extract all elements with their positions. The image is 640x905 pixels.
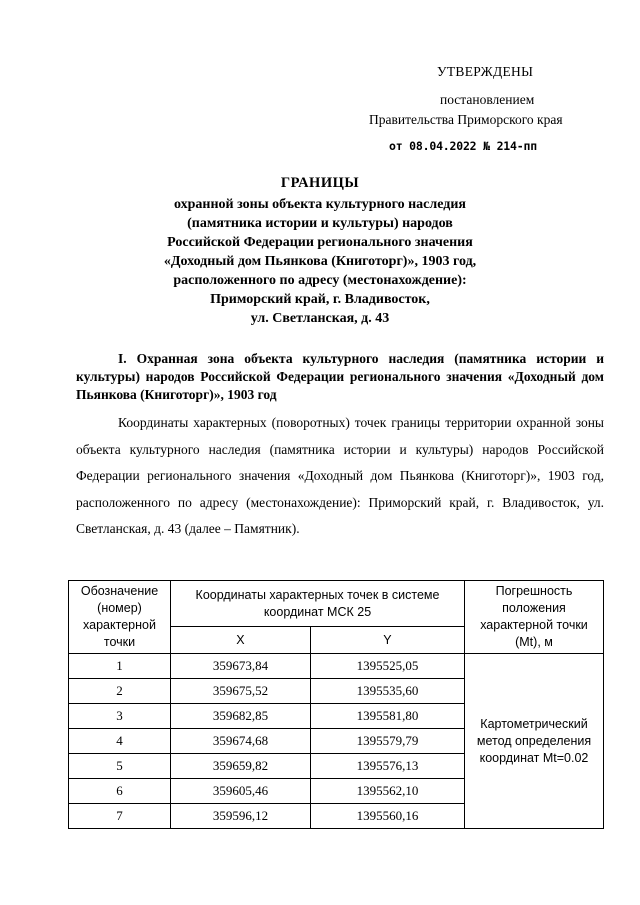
coordinate-y: 1395576,13 (310, 754, 464, 779)
point-number: 4 (69, 729, 171, 754)
header-x: X (171, 627, 311, 654)
coordinate-x: 359659,82 (171, 754, 311, 779)
point-number: 5 (69, 754, 171, 779)
table-header-row (69, 581, 604, 627)
point-number: 3 (69, 704, 171, 729)
header-coordinates: Координаты характерных точек в системе координат МСК 25 (171, 581, 465, 627)
coordinate-y: 1395560,16 (310, 804, 464, 829)
title-line: Российской Федерации регионального значения (167, 235, 473, 250)
by-resolution-label: постановлением (440, 92, 535, 107)
title-line: Приморский край, г. Владивосток, (210, 292, 430, 307)
title-line: «Доходный дом Пьянкова (Книготорг)», 1903 год, (163, 254, 477, 269)
title-line: охранной зоны объекта культурного наследия (173, 197, 466, 212)
approved-label: УТВЕРЖДЕНЫ (437, 64, 534, 79)
coordinate-y: 1395562,10 (310, 779, 464, 804)
document-title (120, 174, 520, 328)
title-line: (памятника истории и культуры) народов (187, 216, 453, 231)
coordinate-y: 1395579,79 (310, 729, 464, 754)
method-cell: Картометрический метод определения координат Mt=0.02 (465, 654, 604, 829)
coordinate-x: 359674,68 (171, 729, 311, 754)
coordinates-table (68, 580, 604, 829)
header-y: Y (310, 627, 464, 654)
point-number: 2 (69, 679, 171, 704)
header-designation: Обозначение (номер) характерной точки (69, 581, 171, 654)
coordinate-x: 359682,85 (171, 704, 311, 729)
point-number: 1 (69, 654, 171, 679)
coordinate-x: 359596,12 (171, 804, 311, 829)
section-heading: I. Охранная зона объекта культурного наследия (памятника истории и культуры) народов Российской Федерации регионального значения «Доходный дом Пьянкова (Книготорг)», 1903 год (76, 351, 604, 402)
coordinate-x: 359605,46 (171, 779, 311, 804)
resolution-number: от 08.04.2022 № 214-пп (389, 139, 537, 153)
coordinate-x: 359675,52 (171, 679, 311, 704)
coordinate-y: 1395581,80 (310, 704, 464, 729)
point-number: 6 (69, 779, 171, 804)
coordinate-y: 1395525,05 (310, 654, 464, 679)
government-label: Правительства Приморского края (369, 112, 563, 127)
title-line: ул. Светланская, д. 43 (250, 311, 390, 326)
title-line: расположенного по адресу (местонахождение): (173, 273, 467, 288)
header-error: Погрешность положения характерной точки (Mt), м (465, 581, 604, 654)
coordinate-x: 359673,84 (171, 654, 311, 679)
title-main: ГРАНИЦЫ (280, 175, 360, 191)
approval-block (355, 62, 595, 156)
point-number: 7 (69, 804, 171, 829)
coordinate-y: 1395535,60 (310, 679, 464, 704)
body-paragraph: Координаты характерных (поворотных) точек границы территории охранной зоны объекта культурного наследия (памятника истории и культуры) народов Российской Федерации регионального значения «Доходный дом Пьянкова (Книготорг)», 1903 год, расположенного по адресу (местонахождение): Приморский край, г. Владивосток, ул. Светланская, д. 43 (далее – Памятник). (76, 415, 604, 536)
table-row (69, 654, 604, 679)
